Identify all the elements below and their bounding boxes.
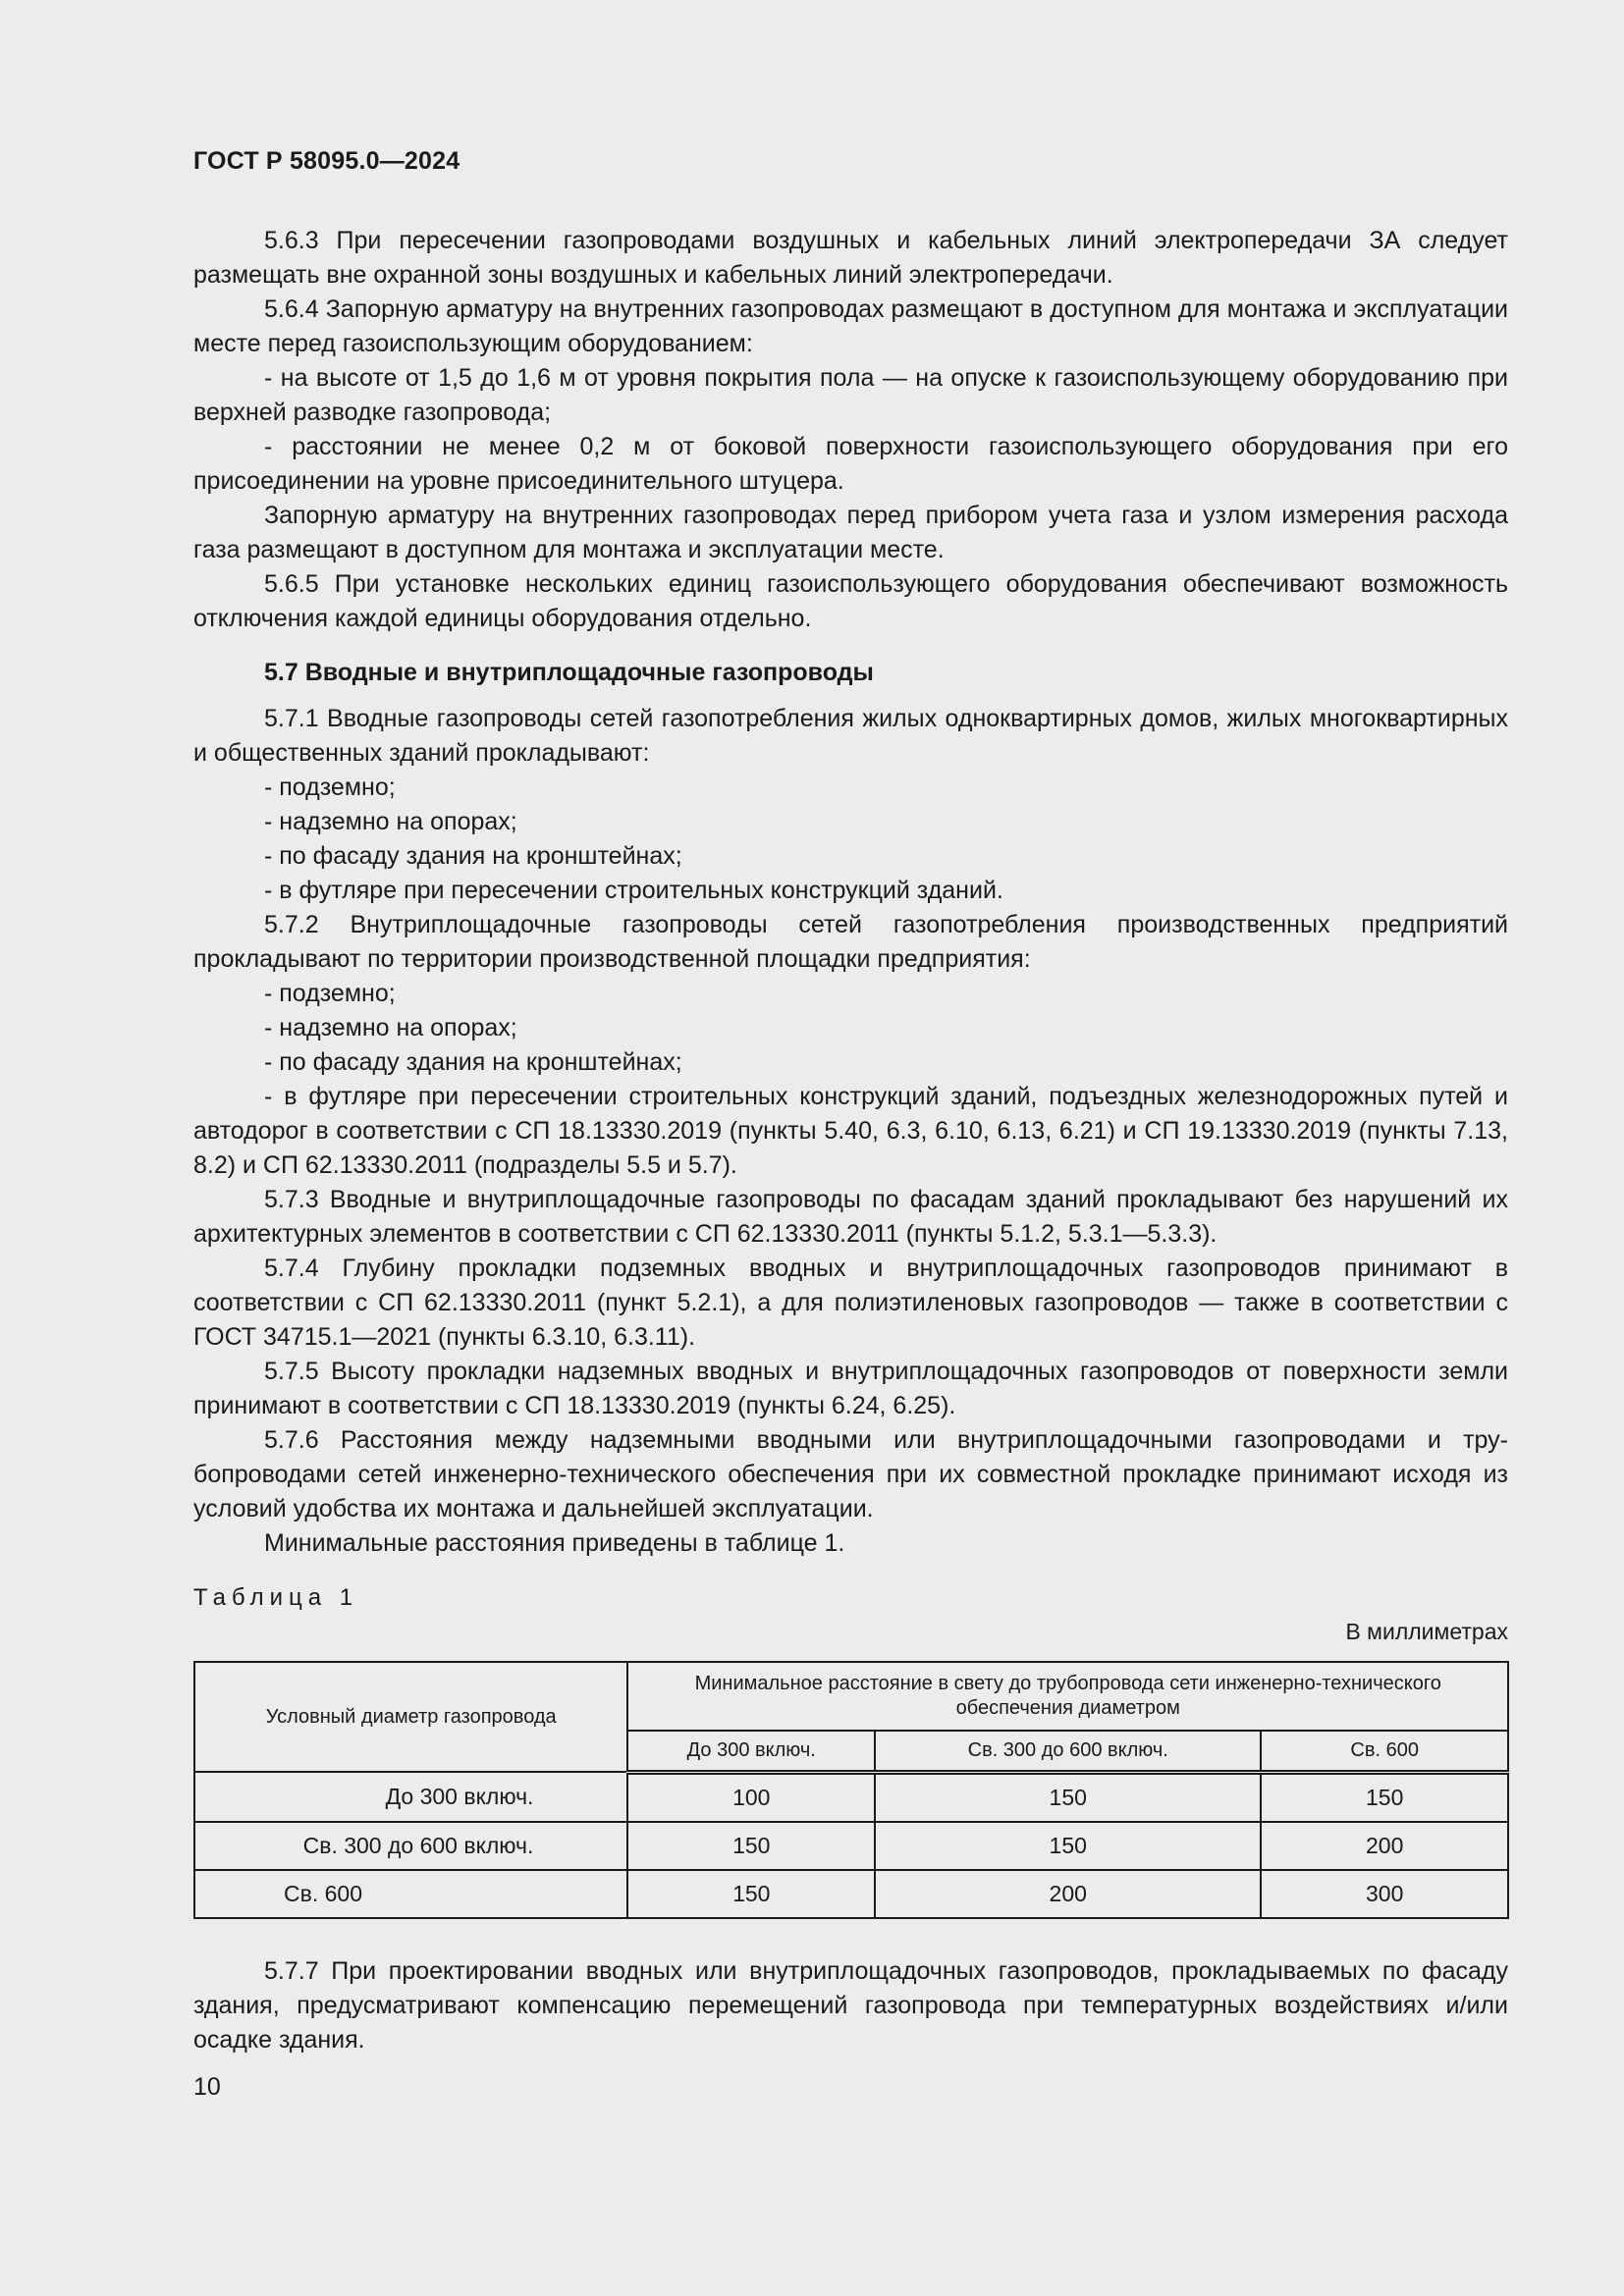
paragraph: 5.6.5 При установке нескольких единиц газоиспользующего оборудования обеспечивают возможность отключения каждой единицы оборудования отдельно. [193, 570, 1508, 632]
table-cell: 150 [875, 1822, 1261, 1870]
paragraph: 5.7.7 При проектировании вводных или внутриплощадочных газопроводов, прокладываемых по фасаду здания, предусматривают компенсацию перемещений газопровода при температурных воздействиях и/или осадке здания. [193, 1956, 1508, 2054]
table-units: В миллиметрах [1345, 1619, 1508, 1644]
paragraph: Запорную арматуру на внутренних газопроводах перед прибором учета газа и узлом измерения расхода газа размещают в доступном для монтажа и эксплуатации месте. [193, 502, 1508, 563]
paragraph: 5.7.3 Вводные и внутриплощадочные газопроводы по фасадам зданий прокладывают без нарушений их архитектурных элементов в соответствии с СП 62.13330.2011 (пункты 5.1.2, 5.3.1—5.3.3). [193, 1186, 1508, 1248]
distances-table [193, 1661, 1509, 1919]
paragraph: 5.7.2 Внутриплощадочные газопроводы сетей газопотребления производственных предприятий прокладывают по территории производственной площадки предприятия: [193, 911, 1508, 973]
list-item: - надземно на опорах; [264, 808, 517, 835]
paragraph: 5.7.1 Вводные газопроводы сетей газопотребления жилых одноквартирных домов, жилых многоквартирных и общественных зданий прокладывают: [193, 705, 1508, 767]
paragraph: Минимальные расстояния приведены в таблице 1. [264, 1529, 845, 1557]
table-caption: Таблица 1 [193, 1584, 359, 1611]
list-item: - подземно; [264, 980, 396, 1007]
row-label: До 300 включ. [194, 1772, 627, 1822]
list-item: - расстоянии не менее 0,2 м от боковой поверхности газоиспользующего оборудования при его присоединении на уровне присоединительного штуцера. [193, 433, 1508, 495]
table-row [194, 1822, 1508, 1870]
list-item: - в футляре при пересечении строительных конструкций зданий, подъездных железнодорожных путей и автодорог в соответствии с СП 18.13330.2019 (пункты 5.40, 6.3, 6.10, 6.13, 6.21) и СП 19.13330.2019 (пункты 7.13, 8.2) и СП 62.13330.2011 (подразделы 5.5 и 5.7). [193, 1083, 1508, 1179]
paragraphs-mid [193, 702, 1508, 1561]
section-title: 5.7 Вводные и внутриплощадочные газопроводы [264, 659, 874, 686]
column-group-header: Минимальное расстояние в свету до трубопровода сети инженерно-технического обеспечения диаметром [627, 1662, 1508, 1731]
list-item: - подземно; [264, 774, 396, 801]
paragraph: 5.6.4 Запорную арматуру на внутренних газопроводах размещают в доступном для монтажа и эксплуатации месте перед газоиспользующим оборудованием: [193, 295, 1508, 357]
list-item: - надземно на опорах; [264, 1014, 517, 1041]
paragraph: 5.7.6 Расстояния между надземными вводными или внутриплощадочными газопроводами и трубопроводами сетей инженерно-технического обеспечения при их совместной прокладке принимают исходя из условий удобства их монтажа и дальнейшей эксплуатации. [193, 1426, 1508, 1522]
table-cell: 150 [875, 1772, 1261, 1822]
table-cell: 150 [627, 1870, 875, 1918]
column-header: Св. 600 [1261, 1731, 1508, 1772]
table-cell: 150 [1261, 1772, 1508, 1822]
column-header-diameter: Условный диаметр газопровода [194, 1662, 627, 1772]
table-cell: 100 [627, 1772, 875, 1822]
list-item: - по фасаду здания на кронштейнах; [264, 1048, 682, 1076]
document-body [193, 224, 1508, 2057]
page-number: 10 [193, 2073, 221, 2101]
list-item: - в футляре при пересечении строительных конструкций зданий. [264, 877, 1003, 904]
list-item: - по фасаду здания на кронштейнах; [264, 842, 682, 870]
list-item: - на высоте от 1,5 до 1,6 м от уровня покрытия пола — на опуске к газоиспользующему оборудованию при верхней разводке газопровода; [193, 364, 1508, 426]
paragraph: 5.7.4 Глубину прокладки подземных вводных и внутриплощадочных газопроводов принимают в соответствии с СП 62.13330.2011 (пункт 5.2.1), а для полиэтиленовых газопроводов — также в соответствии с ГОСТ 34715.1—2021 (пункты 6.3.10, 6.3.11). [193, 1255, 1508, 1351]
table-row [194, 1870, 1508, 1918]
table-row [194, 1772, 1508, 1822]
table-cell: 200 [1261, 1822, 1508, 1870]
column-header: До 300 включ. [627, 1731, 875, 1772]
table-cell: 200 [875, 1870, 1261, 1918]
column-header: Св. 300 до 600 включ. [875, 1731, 1261, 1772]
paragraph: 5.6.3 При пересечении газопроводами воздушных и кабельных линий электропередачи ЗА следует размещать вне охранной зоны воздушных и кабельных линий электропередачи. [193, 227, 1508, 289]
table-cell: 300 [1261, 1870, 1508, 1918]
row-label: Св. 600 [194, 1870, 627, 1918]
row-label: Св. 300 до 600 включ. [194, 1822, 627, 1870]
paragraph: 5.7.5 Высоту прокладки надземных вводных и внутриплощадочных газопроводов от поверхности земли принимают в соответствии с СП 18.13330.2019 (пункты 6.24, 6.25). [193, 1358, 1508, 1419]
table-cell: 150 [627, 1822, 875, 1870]
paragraphs-top [193, 224, 1508, 636]
document-header: ГОСТ Р 58095.0—2024 [193, 147, 460, 175]
